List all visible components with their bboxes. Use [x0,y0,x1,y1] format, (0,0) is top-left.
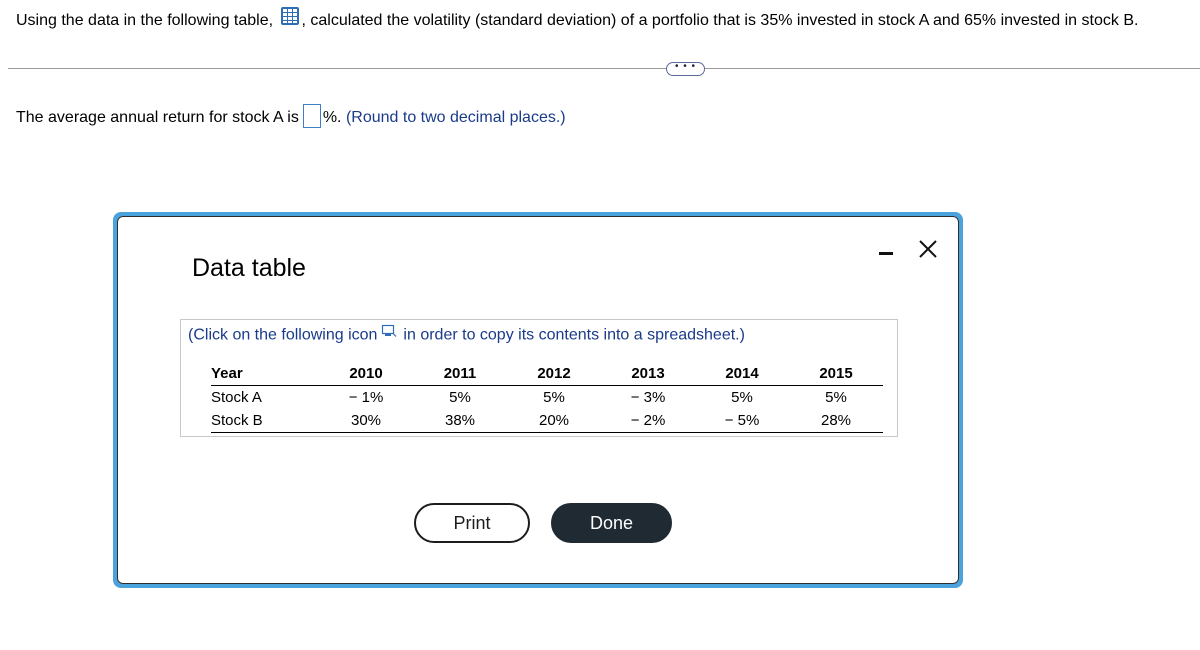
data-table-dialog [113,212,963,588]
table-cell: − 1% [348,389,384,406]
table-cell: 5% [731,389,753,406]
answer-prefix: The average annual return for stock A is [16,109,299,127]
header-2010: 2010 [319,362,413,386]
row-label: Stock B [211,412,263,429]
header-2014: 2014 [695,362,789,386]
answer-input[interactable] [303,104,321,128]
table-cell: 5% [825,389,847,406]
table-cell: − 2% [630,412,666,429]
header-2013: 2013 [601,362,695,386]
returns-table [211,362,883,433]
print-button[interactable]: Print [414,503,530,543]
table-cell: 30% [350,412,382,429]
table-header-row [211,362,883,386]
table-cell: 5% [543,389,565,406]
question-suffix: , calculated the volatility (standard deviation) of a portfolio that is 35% invested in stock A and 65% invested in stock B. [301,12,1139,30]
table-cell: 20% [538,412,570,429]
table-grid-icon[interactable] [280,6,300,32]
header-year: Year [211,362,319,386]
header-2011: 2011 [413,362,507,386]
more-options-label: • • • [674,61,697,72]
answer-line [16,106,566,130]
minimize-icon[interactable] [877,238,895,265]
header-2012: 2012 [507,362,601,386]
question-prefix: Using the data in the following table, [16,12,274,30]
table-cell: − 5% [724,412,760,429]
done-button[interactable]: Done [551,503,672,543]
table-row [211,386,883,410]
header-2015: 2015 [789,362,883,386]
copy-text-before: (Click on the following icon [188,326,378,344]
answer-suffix: %. [322,109,342,127]
table-cell: 5% [449,389,471,406]
copy-text-after: in order to copy its contents into a spreadsheet.) [403,326,745,344]
more-options-button[interactable] [666,62,705,76]
table-cell: 38% [444,412,476,429]
section-divider [8,68,1200,69]
table-cell: 28% [820,412,852,429]
question-text [16,8,1138,34]
row-label: Stock A [211,389,262,406]
answer-hint: (Round to two decimal places.) [345,109,566,127]
table-cell: − 3% [630,389,666,406]
copy-to-spreadsheet-icon[interactable] [381,324,397,343]
dialog-title: Data table [192,254,306,282]
dialog-body [117,216,959,584]
copy-instruction [188,326,745,345]
close-icon[interactable] [917,238,939,265]
data-table-container [180,319,898,437]
table-row [211,409,883,433]
